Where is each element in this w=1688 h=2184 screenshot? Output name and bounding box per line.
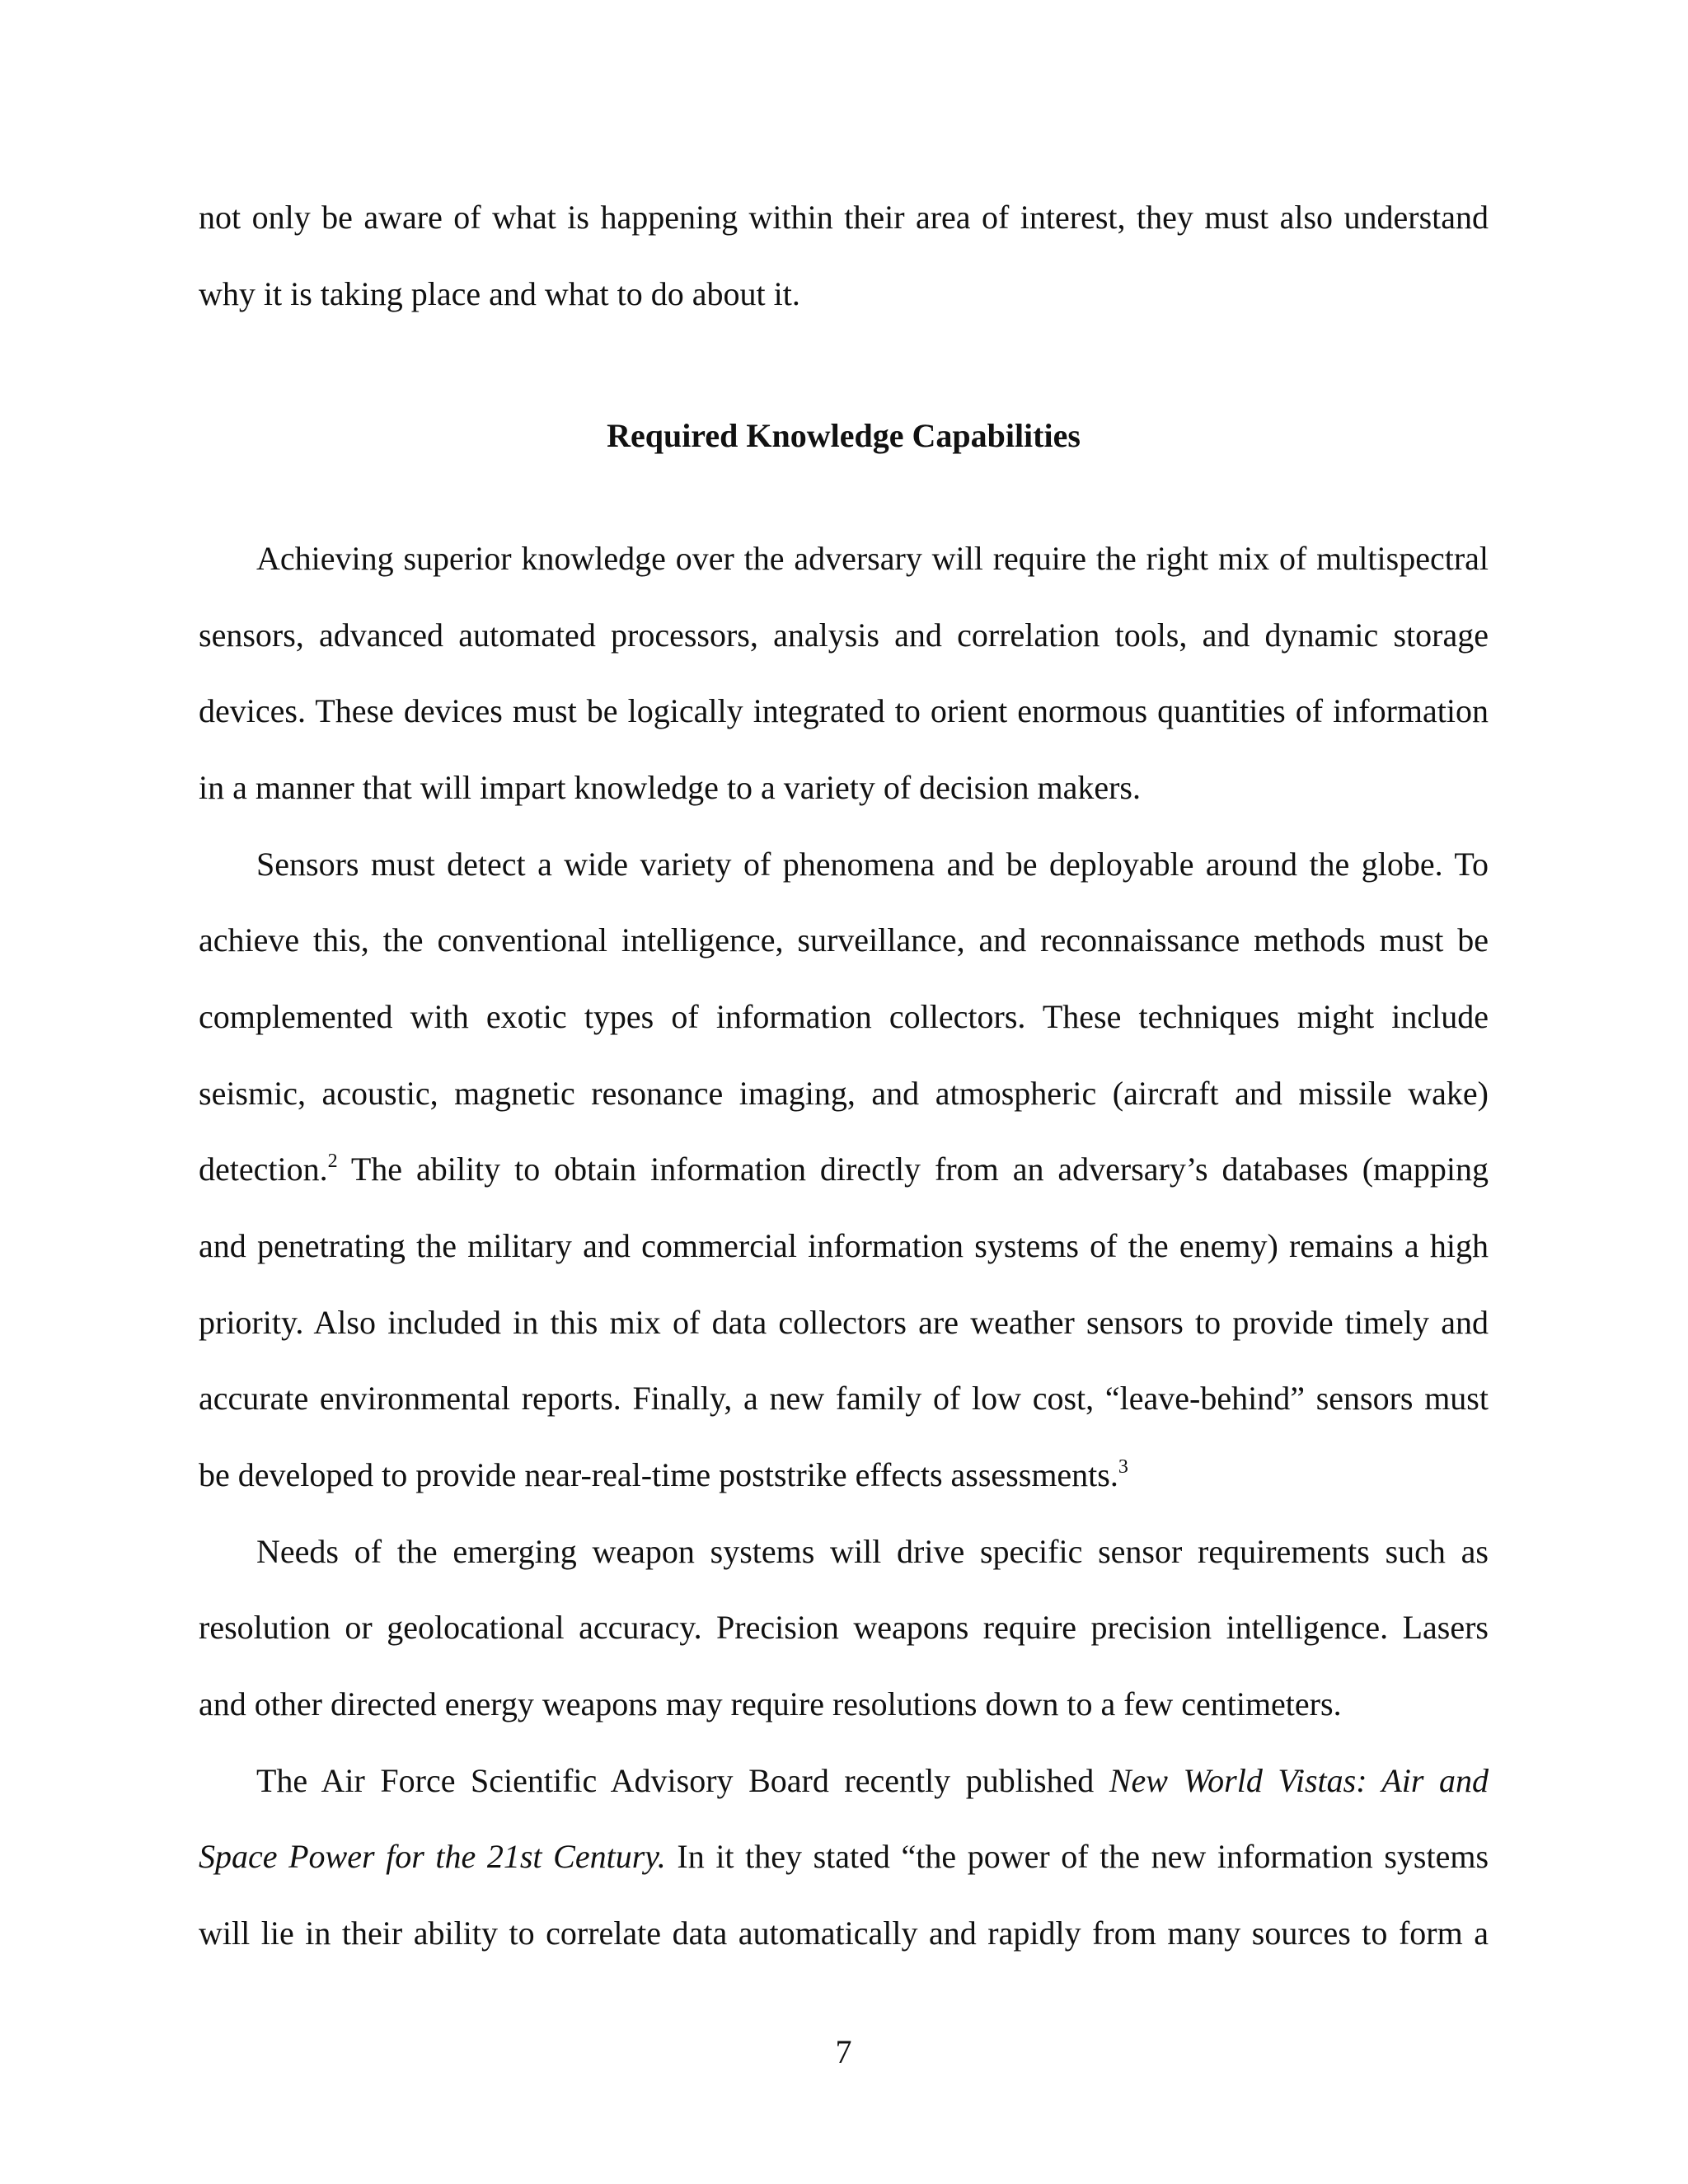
text-line: will lie in their ability to correlate data automatically and rapidly from many sources to form a	[199, 1915, 1489, 1952]
page-number: 7	[835, 2033, 852, 2070]
paragraph-first-line: Achieving superior knowledge over the adversary will require the right mix of multispectral	[256, 540, 1489, 577]
publication-title: Space Power for the 21st Century.	[199, 1838, 666, 1875]
document-page	[199, 0, 1489, 2184]
paragraph-first-line: Needs of the emerging weapon systems will drive specific sensor requirements such as	[256, 1533, 1489, 1570]
text-line: complemented with exotic types of information collectors. These techniques might include	[199, 998, 1489, 1035]
paragraph-first-line: Sensors must detect a wide variety of phenomena and be deployable around the globe. To	[256, 846, 1489, 883]
text-line: seismic, acoustic, magnetic resonance imaging, and atmospheric (aircraft and missile wake)	[199, 1075, 1489, 1112]
text-line	[199, 1455, 1489, 1495]
text-line: and other directed energy weapons may require resolutions down to a few centimeters.	[199, 1685, 1342, 1722]
text-segment: be developed to provide near-real-time poststrike effects assessments.	[199, 1456, 1118, 1493]
footnote-marker: 2	[327, 1151, 338, 1172]
publication-title: New World Vistas: Air and	[1109, 1762, 1489, 1799]
section-heading: Required Knowledge Capabilities	[607, 417, 1081, 454]
text-segment: In it they stated “the power of the new information systems	[665, 1838, 1489, 1875]
text-line: devices. These devices must be logically integrated to orient enormous quantities of information	[199, 692, 1489, 729]
text-line: in a manner that will impart knowledge to a variety of decision makers.	[199, 769, 1141, 806]
text-line: and penetrating the military and commercial information systems of the enemy) remains a high	[199, 1227, 1489, 1264]
text-line: why it is taking place and what to do about it.	[199, 275, 800, 312]
text-segment: The ability to obtain information directly from an adversary’s databases (mapping	[337, 1151, 1489, 1188]
footnote-marker: 3	[1118, 1456, 1128, 1478]
text-line: priority. Also included in this mix of data collectors are weather sensors to provide timely and	[199, 1304, 1489, 1341]
text-line: achieve this, the conventional intelligence, surveillance, and reconnaissance methods must be	[199, 921, 1489, 958]
text-line: resolution or geolocational accuracy. Precision weapons require precision intelligence. Lasers	[199, 1609, 1489, 1646]
text-line	[199, 1150, 1489, 1189]
text-segment: The Air Force Scientific Advisory Board recently published	[256, 1762, 1109, 1799]
text-line: sensors, advanced automated processors, analysis and correlation tools, and dynamic storage	[199, 616, 1489, 654]
text-line: accurate environmental reports. Finally, a new family of low cost, “leave-behind” sensors must	[199, 1380, 1489, 1417]
text-line: not only be aware of what is happening within their area of interest, they must also understand	[199, 199, 1489, 236]
text-segment: detection.	[199, 1151, 328, 1188]
text-line	[199, 1837, 1489, 1877]
paragraph-first-line	[256, 1761, 1489, 1801]
